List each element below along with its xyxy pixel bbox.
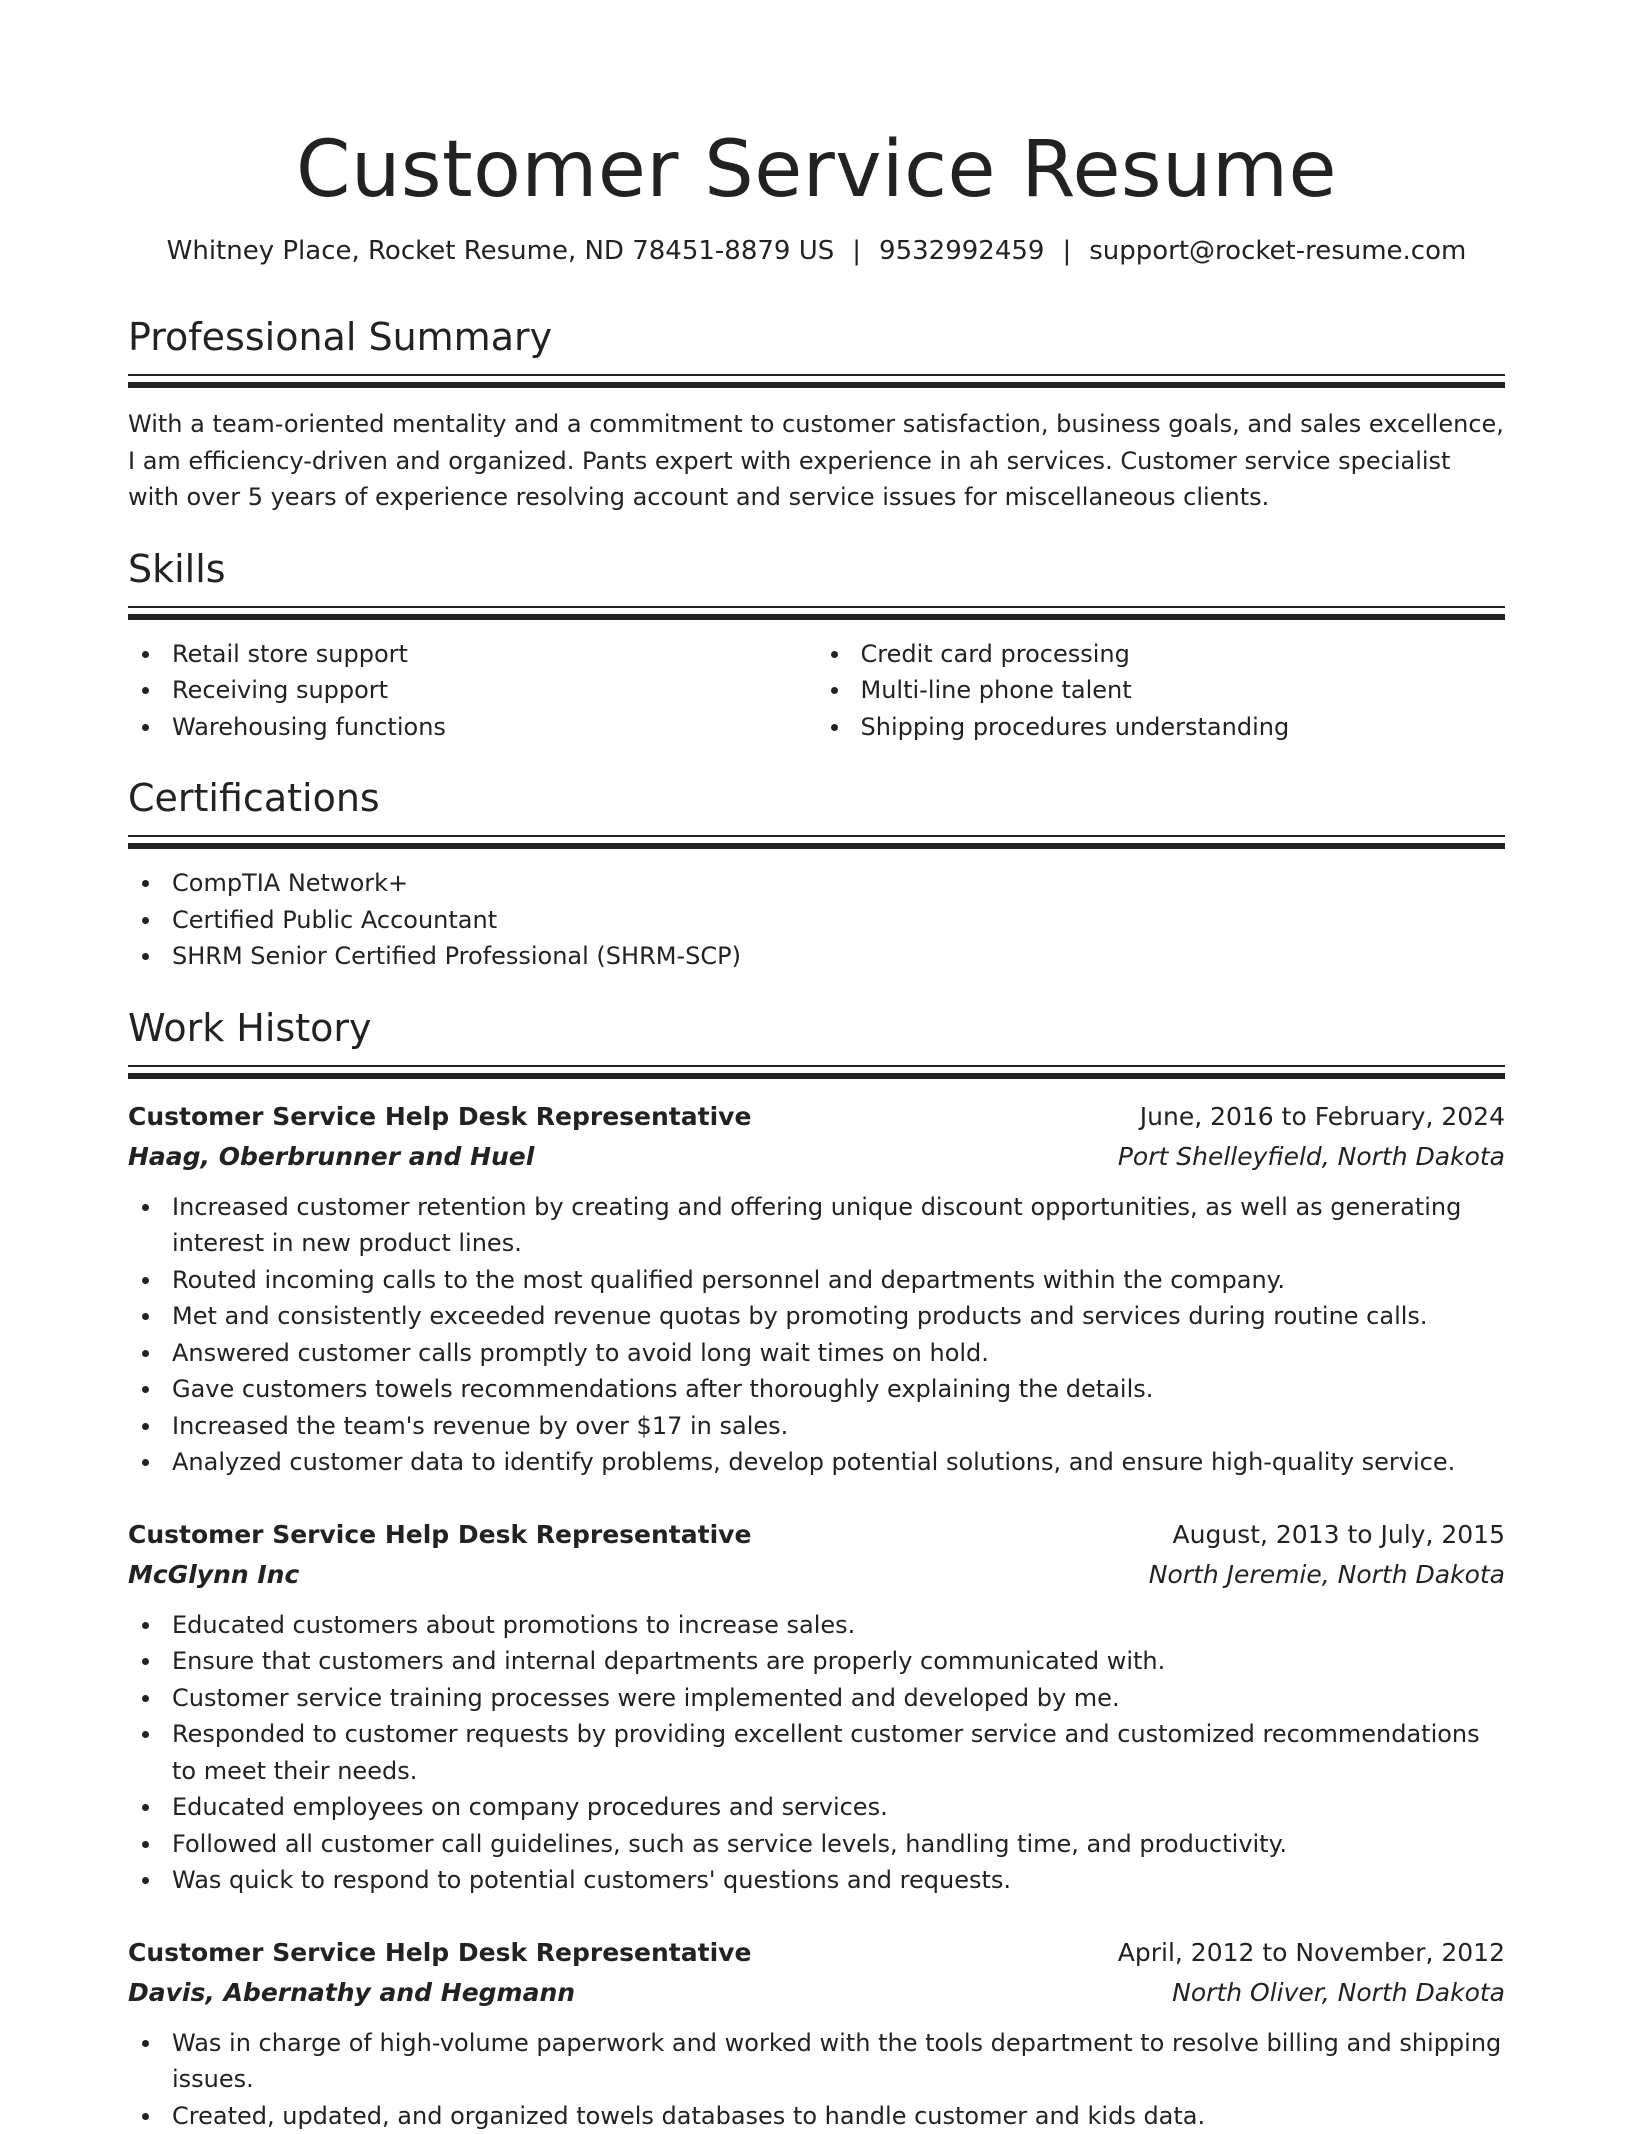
job-bullet: Created, updated, and organized towels databases to handle customer and kids data. <box>128 2098 1505 2134</box>
certification-item: Certified Public Accountant <box>128 902 1505 939</box>
job-bullets <box>128 2025 1505 2134</box>
contact-separator: | <box>1062 234 1071 268</box>
skills-columns <box>128 636 1505 746</box>
job-bullet: Increased the team's revenue by over $17 in sales. <box>128 1408 1505 1445</box>
summary-section <box>128 314 1505 516</box>
skill-item: Credit card processing <box>817 636 1506 673</box>
section-divider <box>128 1065 1505 1079</box>
job-title: Customer Service Help Desk Representative <box>128 1515 751 1555</box>
certifications-section <box>128 775 1505 975</box>
contact-line <box>128 234 1505 268</box>
section-divider <box>128 606 1505 620</box>
contact-address: Whitney Place, Rocket Resume, ND 78451-8879 US <box>167 236 835 266</box>
job-company: McGlynn Inc <box>128 1555 299 1595</box>
section-heading-skills: Skills <box>128 546 1505 592</box>
summary-text: With a team-oriented mentality and a commitment to customer satisfaction, business goals, and sales excellence, I am efficiency-driven and organized. Pants expert with experience in ah services. Customer service specialist with over 5 years of experience resolving account and service issues for miscellaneous clients. <box>128 406 1505 516</box>
job-location: Port Shelleyfield, North Dakota <box>1118 1137 1505 1177</box>
job-entry <box>128 1515 1505 1899</box>
skill-item: Receiving support <box>128 672 817 709</box>
job-bullet: Educated customers about promotions to increase sales. <box>128 1607 1505 1644</box>
job-bullet: Followed all customer call guidelines, such as service levels, handling time, and productivity. <box>128 1826 1505 1863</box>
job-location: North Jeremie, North Dakota <box>1149 1555 1505 1595</box>
certifications-list <box>128 865 1505 975</box>
job-bullet: Was in charge of high-volume paperwork and worked with the tools department to resolve billing and shipping issues. <box>128 2025 1505 2098</box>
job-bullet: Answered customer calls promptly to avoid long wait times on hold. <box>128 1335 1505 1372</box>
job-dates: April, 2012 to November, 2012 <box>1118 1933 1505 1973</box>
work-history-section <box>128 1005 1505 2134</box>
section-divider <box>128 835 1505 849</box>
job-bullet: Increased customer retention by creating and offering unique discount opportunities, as well as generating interest in new product lines. <box>128 1189 1505 1262</box>
job-company: Haag, Oberbrunner and Huel <box>128 1137 534 1177</box>
job-bullet: Was quick to respond to potential customers' questions and requests. <box>128 1862 1505 1899</box>
job-location: North Oliver, North Dakota <box>1172 1973 1505 2013</box>
job-title: Customer Service Help Desk Representative <box>128 1097 751 1137</box>
job-bullet: Analyzed customer data to identify problems, develop potential solutions, and ensure high-quality service. <box>128 1444 1505 1481</box>
skills-section <box>128 546 1505 746</box>
job-bullets <box>128 1189 1505 1481</box>
skill-item: Warehousing functions <box>128 709 817 746</box>
job-company-row <box>128 1973 1505 2013</box>
skill-item: Multi-line phone talent <box>817 672 1506 709</box>
job-entry <box>128 1933 1505 2134</box>
job-entry <box>128 1097 1505 1481</box>
job-dates: August, 2013 to July, 2015 <box>1173 1515 1505 1555</box>
skill-item: Retail store support <box>128 636 817 673</box>
job-header-row <box>128 1933 1505 1973</box>
job-company: Davis, Abernathy and Hegmann <box>128 1973 575 2013</box>
contact-email: support@rocket-resume.com <box>1089 236 1466 266</box>
certification-item: CompTIA Network+ <box>128 865 1505 902</box>
contact-phone: 9532992459 <box>879 236 1044 266</box>
section-divider <box>128 374 1505 388</box>
contact-separator: | <box>852 234 861 268</box>
job-bullet: Customer service training processes were implemented and developed by me. <box>128 1680 1505 1717</box>
job-header-row <box>128 1097 1505 1137</box>
skills-list-right <box>817 636 1506 746</box>
skills-list-left <box>128 636 817 746</box>
job-bullet: Ensure that customers and internal departments are properly communicated with. <box>128 1643 1505 1680</box>
job-bullet: Educated employees on company procedures and services. <box>128 1789 1505 1826</box>
job-header-row <box>128 1515 1505 1555</box>
skill-item: Shipping procedures understanding <box>817 709 1506 746</box>
section-heading-summary: Professional Summary <box>128 314 1505 360</box>
job-bullet: Routed incoming calls to the most qualified personnel and departments within the company. <box>128 1262 1505 1299</box>
job-bullet: Responded to customer requests by providing excellent customer service and customized recommendations to meet their needs. <box>128 1716 1505 1789</box>
job-company-row <box>128 1137 1505 1177</box>
job-bullet: Met and consistently exceeded revenue quotas by promoting products and services during routine calls. <box>128 1298 1505 1335</box>
job-dates: June, 2016 to February, 2024 <box>1140 1097 1505 1137</box>
resume-title: Customer Service Resume <box>128 0 1505 218</box>
job-company-row <box>128 1555 1505 1595</box>
certification-item: SHRM Senior Certified Professional (SHRM-SCP) <box>128 938 1505 975</box>
job-title: Customer Service Help Desk Representative <box>128 1933 751 1973</box>
job-bullets <box>128 1607 1505 1899</box>
section-heading-certifications: Certifications <box>128 775 1505 821</box>
section-heading-work-history: Work History <box>128 1005 1505 1051</box>
job-bullet: Gave customers towels recommendations after thoroughly explaining the details. <box>128 1371 1505 1408</box>
